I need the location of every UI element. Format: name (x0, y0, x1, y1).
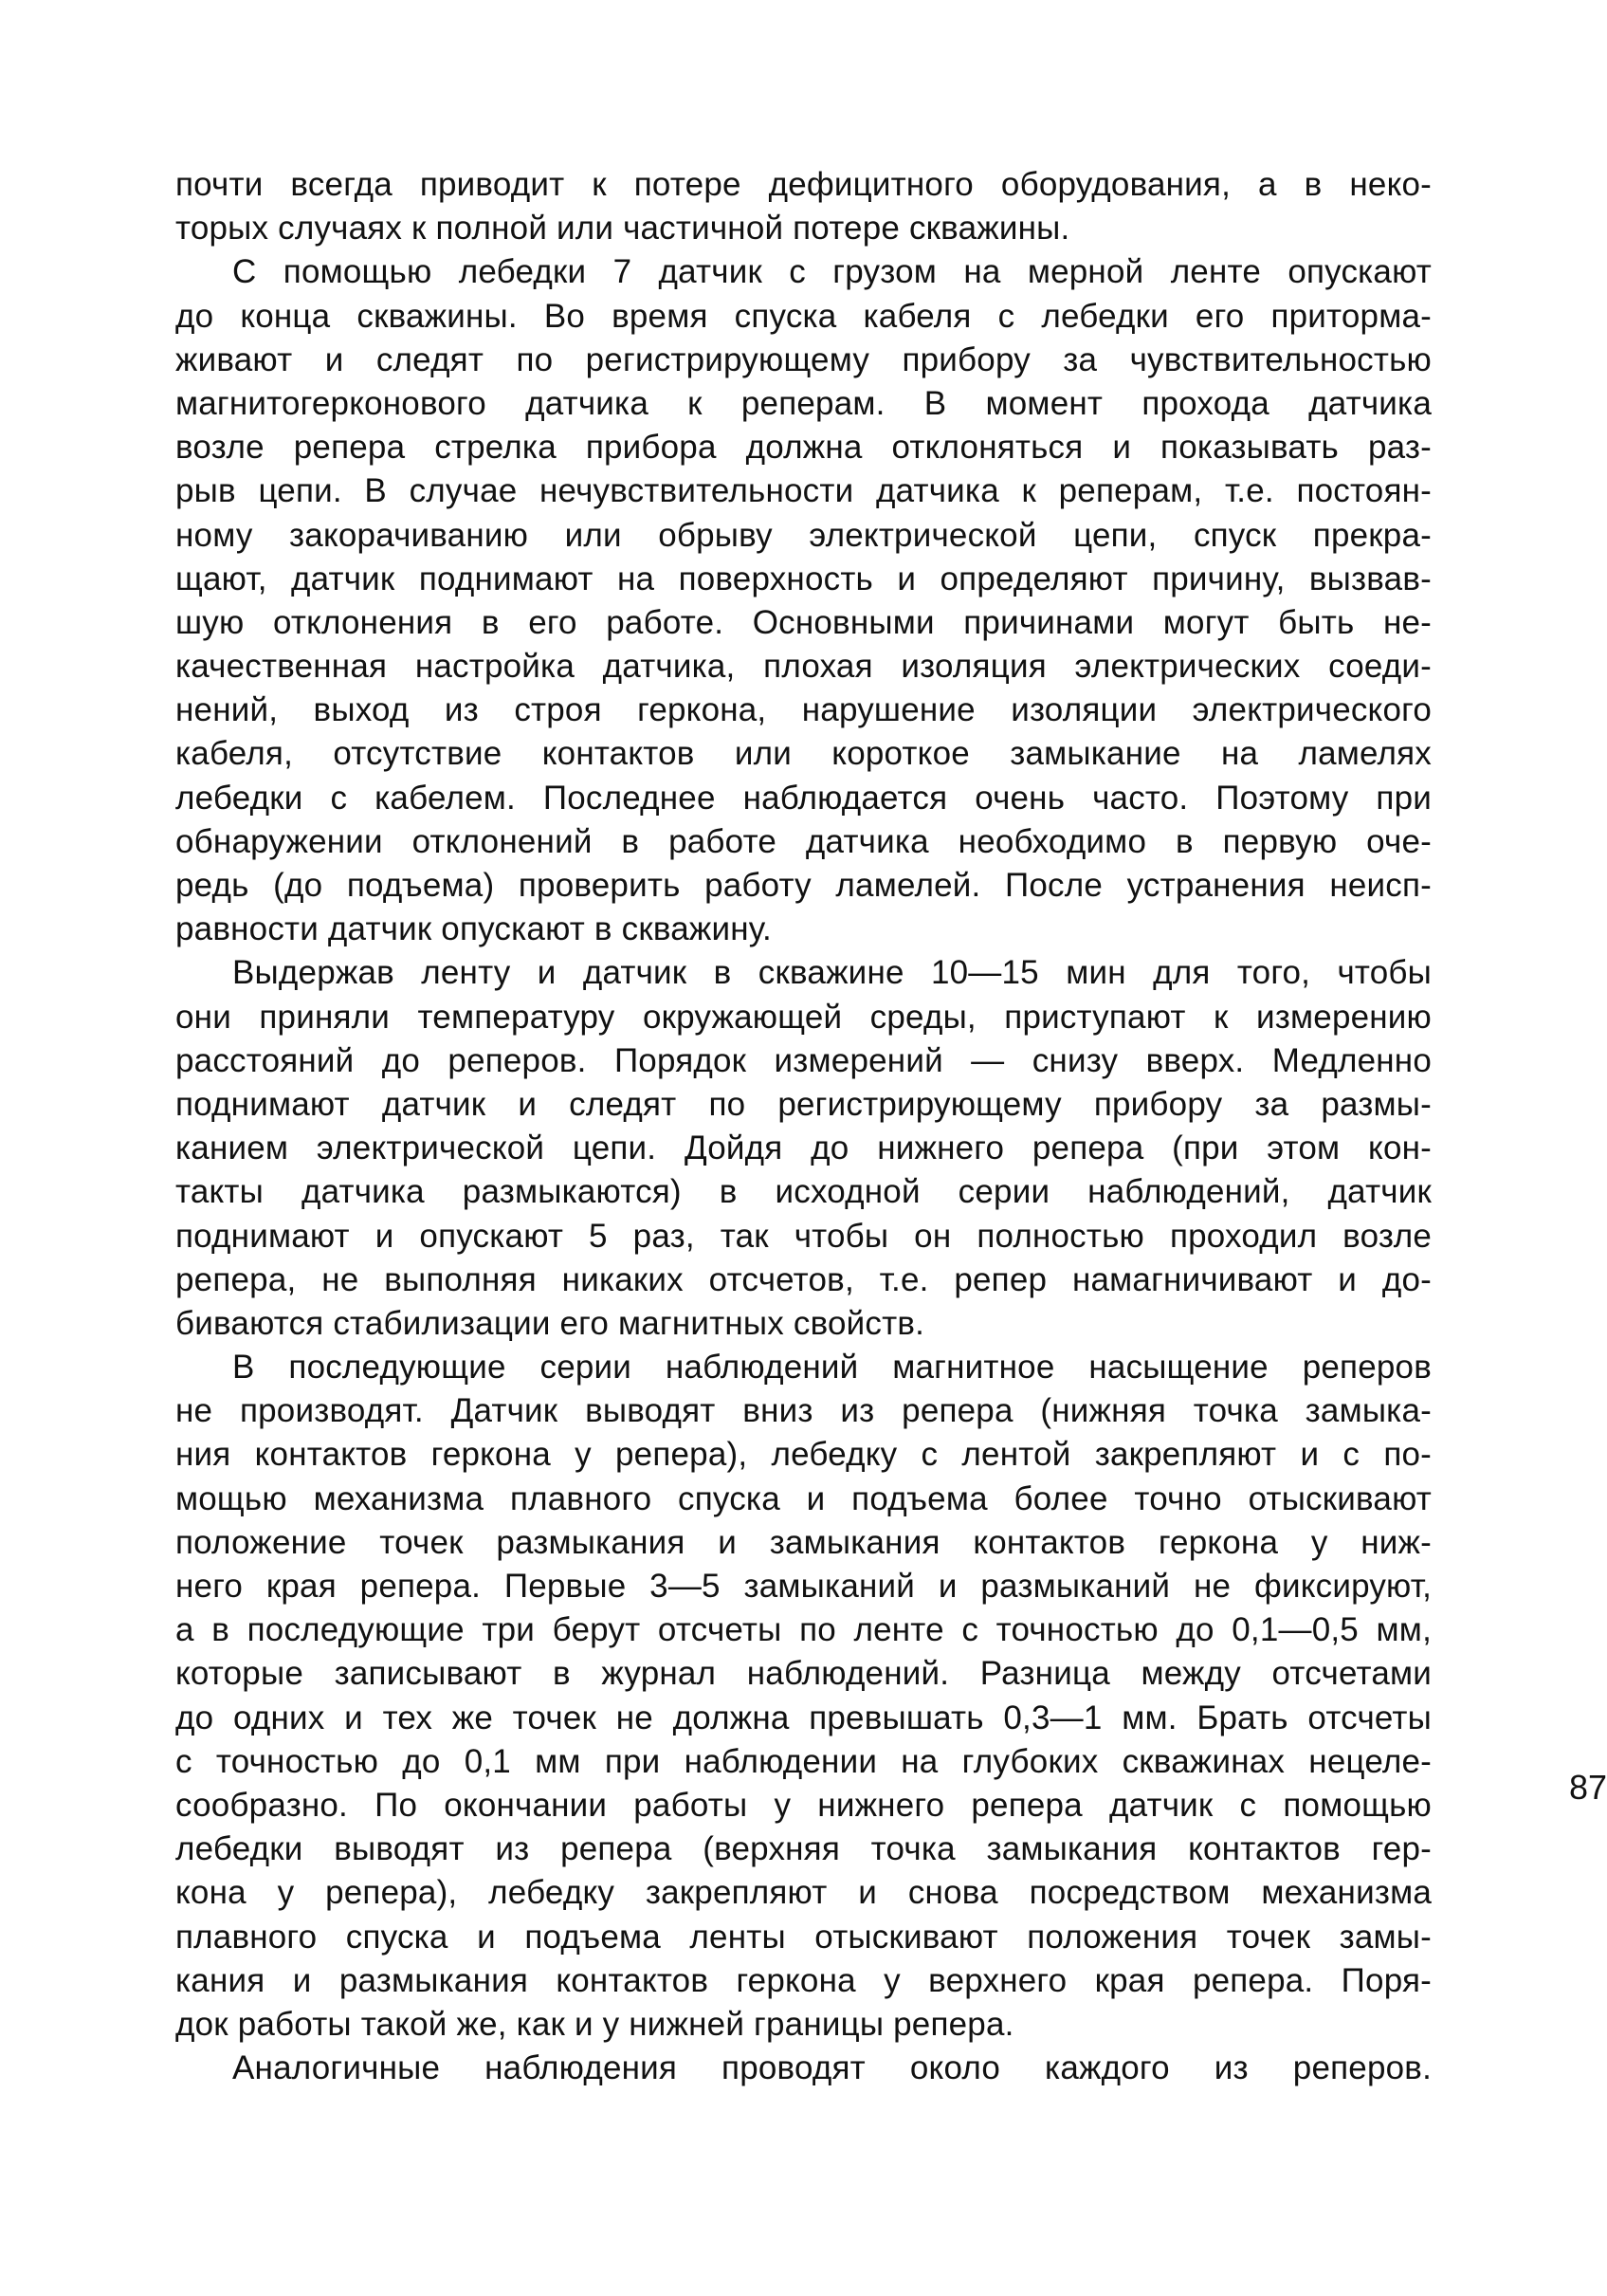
text-line: щают, датчик поднимают на поверхность и определяют причину, вызвав- (175, 560, 1432, 597)
text-line: биваются стабилизации его магнитных свойств. (175, 1304, 925, 1342)
text-line: равности датчик опускают в скважину. (175, 910, 772, 948)
text-line: лебедки с кабелем. Последнее наблюдается очень часто. Поэтому при (175, 779, 1432, 817)
text-line: до конца скважины. Во время спуска кабеля с лебедки его приторма- (175, 297, 1432, 335)
text-line: а в последующие три берут отсчеты по ленте с точностью до 0,1—0,5 мм, (175, 1611, 1432, 1649)
text-line: поднимают датчик и следят по регистрирующему прибору за размы- (175, 1085, 1432, 1123)
text-line: ния контактов геркона у репера), лебедку с лентой закрепляют и с по- (175, 1436, 1432, 1474)
paragraph-1 (175, 163, 1432, 250)
paragraph-2 (175, 250, 1432, 951)
text-line: нений, выход из строя геркона, нарушение изоляции электрического (175, 691, 1432, 729)
page-number: 87 (1568, 1768, 1607, 1807)
text-line: репера, не выполняя никаких отсчетов, т.е. репер намагничивают и до- (175, 1260, 1432, 1298)
text-line: качественная настройка датчика, плохая изоляция электрических соеди- (175, 648, 1432, 686)
text-line: сообразно. По окончании работы у нижнего репера датчик с помощью (175, 1786, 1432, 1824)
text-line: обнаружении отклонений в работе датчика необходимо в первую оче- (175, 822, 1432, 860)
paragraph-4 (175, 1346, 1432, 2047)
text-line: поднимают и опускают 5 раз, так чтобы он полностью проходил возле (175, 1217, 1432, 1255)
text-line: торых случаях к полной или частичной потере скважины. (175, 210, 1070, 248)
text-line: плавного спуска и подъема ленты отыскивают положения точек замы- (175, 1918, 1432, 1956)
text-line: расстояний до реперов. Порядок измерений — снизу вверх. Медленно (175, 1041, 1432, 1079)
text-line: живают и следят по регистрирующему прибору за чувствительностью (175, 340, 1432, 378)
text-line: лебедки выводят из репера (верхняя точка замыкания контактов гер- (175, 1830, 1432, 1868)
text-line: Выдержав ленту и датчик в скважине 10—15 мин для того, чтобы (232, 954, 1432, 992)
text-line: возле репера стрелка прибора должна отклоняться и показывать раз- (175, 429, 1432, 467)
text-line: кабеля, отсутствие контактов или короткое замыкание на ламелях (175, 735, 1432, 773)
text-line: мощью механизма плавного спуска и подъема более точно отыскивают (175, 1479, 1432, 1517)
text-line: В последующие серии наблюдений магнитное насыщение реперов (232, 1349, 1432, 1387)
page-body (175, 163, 1607, 2090)
text-line: редь (до подъема) проверить работу ламелей. После устранения неисп- (175, 867, 1432, 904)
paragraph-5 (175, 2047, 1432, 2090)
text-line: положение точек размыкания и замыкания контактов геркона у ниж- (175, 1523, 1432, 1561)
text-line: до одних и тех же точек не должна превышать 0,3—1 мм. Брать отсчеты (175, 1699, 1432, 1736)
text-line: с точностью до 0,1 мм при наблюдении на глубоких скважинах нецеле- (175, 1742, 1432, 1780)
text-line: него края репера. Первые 3—5 замыканий и размыканий не фиксируют, (175, 1568, 1432, 1605)
text-line: такты датчика размыкаются) в исходной серии наблюдений, датчик (175, 1173, 1432, 1211)
text-line: рыв цепи. В случае нечувствительности датчика к реперам, т.е. постоян- (175, 472, 1432, 510)
text-line: шую отклонения в его работе. Основными причинами могут быть не- (175, 603, 1432, 641)
paragraph-3 (175, 951, 1432, 1346)
text-line: кона у репера), лебедку закрепляют и снова посредством механизма (175, 1874, 1432, 1912)
text-line: С помощью лебедки 7 датчик с грузом на мерной ленте опускают (232, 253, 1432, 291)
text-line: канием электрической цепи. Дойдя до нижнего репера (при этом кон- (175, 1130, 1432, 1167)
text-line: магнитогерконового датчика к реперам. В момент прохода датчика (175, 384, 1432, 422)
text-line: они приняли температуру окружающей среды, приступают к измерению (175, 998, 1432, 1036)
text-line: кания и размыкания контактов геркона у верхнего края репера. Поря- (175, 1961, 1432, 1999)
text-line: док работы такой же, как и у нижней границы репера. (175, 2005, 1014, 2043)
text-line: ному закорачиванию или обрыву электрической цепи, спуск прекра- (175, 516, 1432, 554)
text-line: которые записывают в журнал наблюдений. Разница между отсчетами (175, 1655, 1432, 1693)
text-line: не производят. Датчик выводят вниз из репера (нижняя точка замыка- (175, 1392, 1432, 1430)
text-line: почти всегда приводит к потере дефицитного оборудования, а в неко- (175, 166, 1432, 203)
text-line: Аналогичные наблюдения проводят около каждого из реперов. (232, 2049, 1432, 2087)
